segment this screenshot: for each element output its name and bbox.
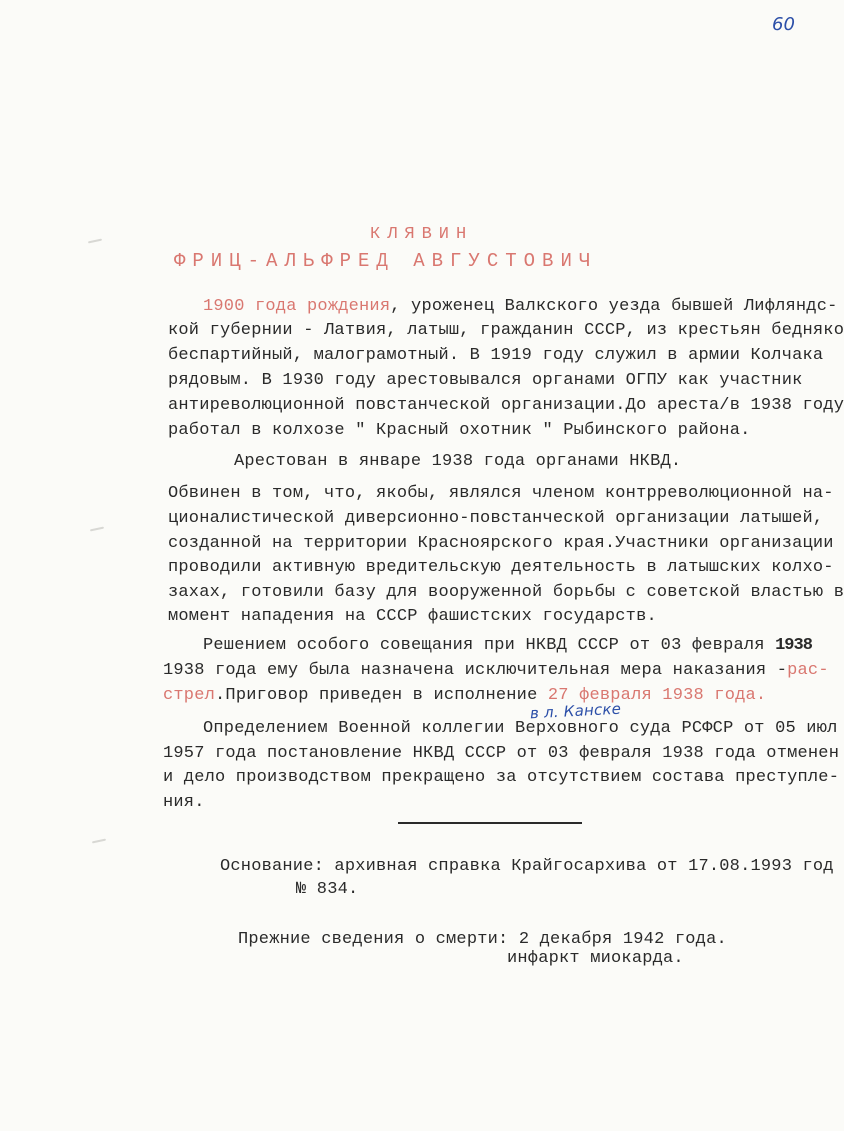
- bio-line-1: 1900 года рождения, уроженец Валкского уезда бывшей Лифляндс-: [203, 297, 838, 316]
- rehab-line-4: ния.: [163, 793, 205, 812]
- page-number-annotation: 60: [772, 14, 795, 35]
- bio-line-5: антиреволюционной повстанческой организации.До ареста/в 1938 году: [168, 396, 844, 415]
- separator-rule: [398, 822, 582, 824]
- charge-line-5: захах, готовили базу для вооруженной борьбы с советской властью в: [168, 583, 844, 602]
- birth-year: 1900 года рождения: [203, 297, 391, 316]
- scan-mark: [92, 839, 106, 844]
- charge-line-1: Обвинен в том, что, якобы, являлся членом контрреволюционной на-: [168, 484, 834, 503]
- overtyped-year: 1938: [775, 636, 812, 655]
- sentence-line-2: 1938 года ему была назначена исключительная мера наказания -рас-: [163, 661, 829, 680]
- basis-line-2: № 834.: [296, 880, 359, 899]
- charge-line-6: момент нападения на СССР фашистских государств.: [168, 607, 657, 626]
- arrest-line: Арестован в январе 1938 года органами НКВД.: [234, 452, 682, 471]
- given-name-heading: ФРИЦ-АЛЬФРЕД АВГУСТОВИЧ: [174, 250, 598, 272]
- sentence-line-1: Решением особого совещания при НКВД СССР от 03 февраля 1938: [203, 636, 812, 655]
- sentence-line-3: стрел.Приговор приведен в исполнение 27 февраля 1938 года.: [163, 686, 767, 705]
- rehab-line-2: 1957 года постановление НКВД СССР от 03 февраля 1938 года отменен: [163, 744, 840, 763]
- surname-heading: КЛЯВИН: [370, 225, 474, 244]
- bio-line-6: работал в колхозе " Красный охотник " Рыбинского района.: [168, 421, 751, 440]
- charge-line-3: созданной на территории Красноярского края.Участники организации: [168, 534, 834, 553]
- handwritten-place-annotation: в л. Канске: [529, 699, 622, 723]
- charge-line-4: проводили активную вредительскую деятельность в латышских колхо-: [168, 558, 834, 577]
- scan-mark: [88, 239, 102, 244]
- bio-line-4: рядовым. В 1930 году арестовывался органами ОГПУ как участник: [168, 371, 803, 390]
- death-line-1: Прежние сведения о смерти: 2 декабря 1942 года.: [238, 930, 727, 949]
- rehab-line-3: и дело производством прекращено за отсутствием состава преступле-: [163, 768, 840, 787]
- scan-mark: [90, 527, 104, 532]
- basis-line-1: Основание: архивная справка Крайгосархива от 17.08.1993 год: [220, 857, 834, 876]
- bio-line-2: кой губернии - Латвия, латыш, гражданин СССР, из крестьян бедняко: [168, 321, 844, 340]
- death-line-2: инфаркт миокарда.: [507, 949, 684, 968]
- rehab-line-1: Определением Военной коллегии Верховного суда РСФСР от 05 июл: [203, 719, 838, 738]
- execution-date: 27 февраля 1938 года.: [547, 686, 767, 705]
- charge-line-2: ционалистической диверсионно-повстанческой организации латышей,: [168, 509, 824, 528]
- bio-line-3: беспартийный, малограмотный. В 1919 году служил в армии Колчака: [168, 346, 824, 365]
